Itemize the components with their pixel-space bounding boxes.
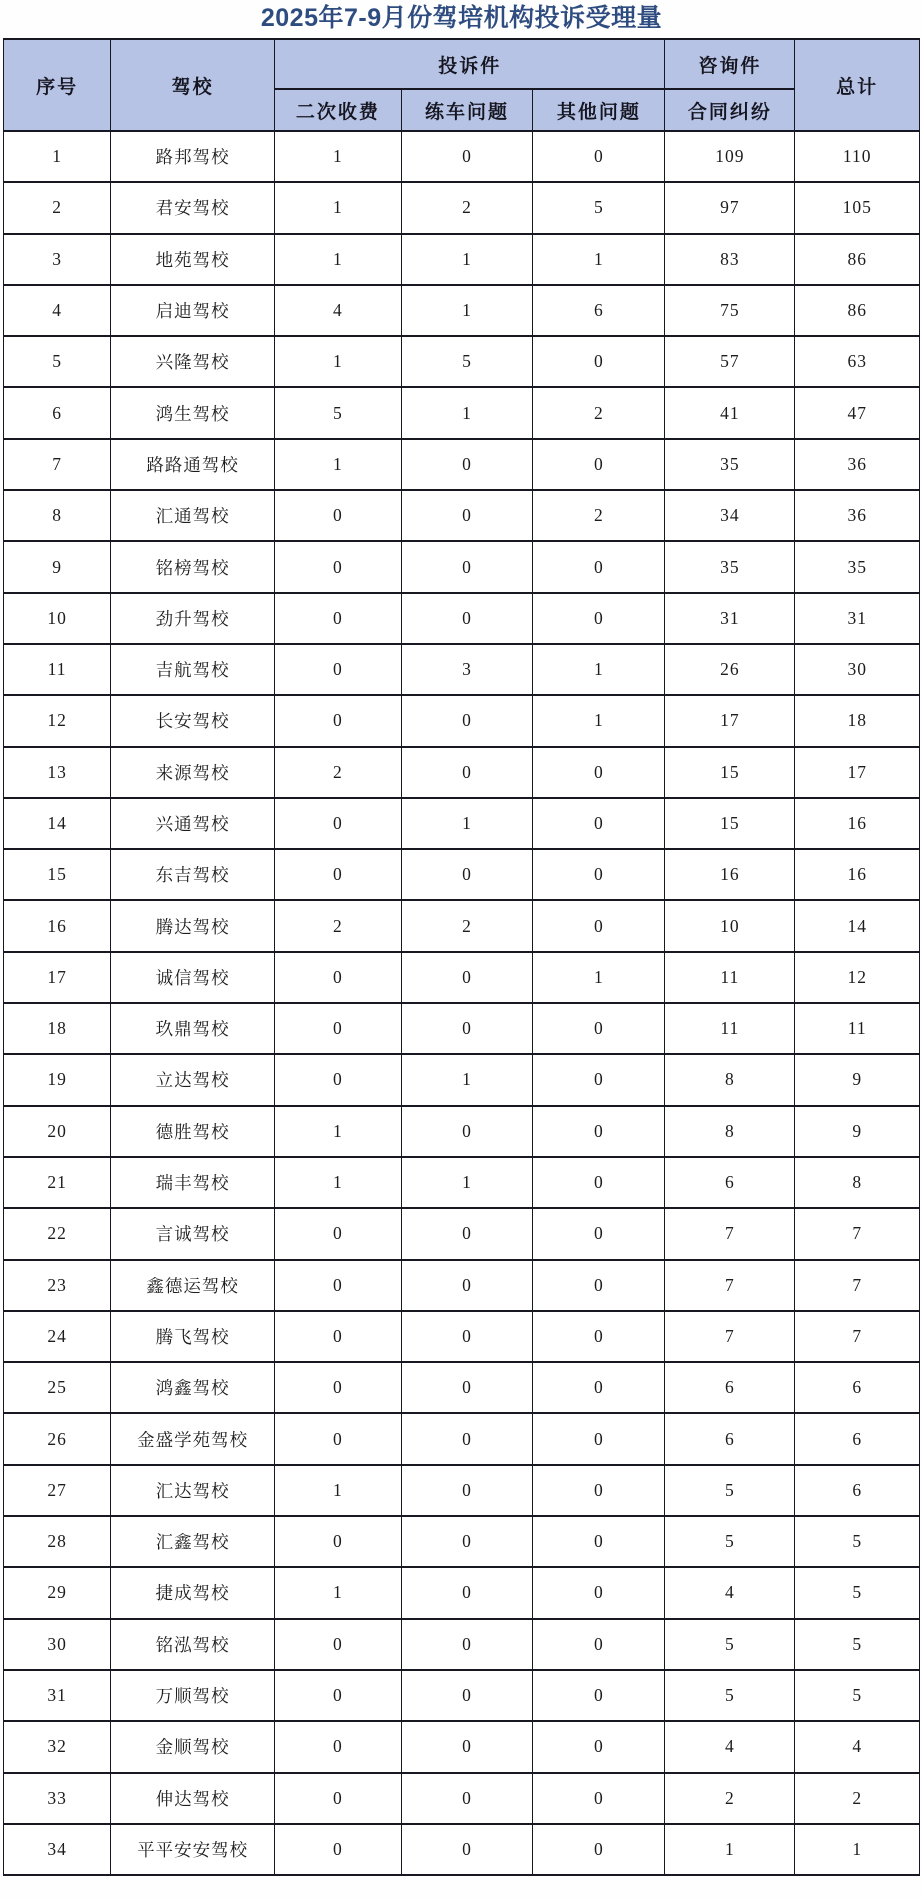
other-issue-cell: 0 — [533, 1516, 665, 1567]
table-row — [4, 1465, 920, 1516]
total-cell: 47 — [795, 387, 920, 438]
contract-dispute-cell: 6 — [665, 1362, 795, 1413]
secondary-fee-cell: 0 — [275, 1311, 401, 1362]
other-issue-cell: 0 — [533, 1208, 665, 1259]
row-index-cell: 23 — [4, 1260, 111, 1311]
table-row — [4, 1824, 920, 1875]
other-issue-cell: 0 — [533, 900, 665, 951]
practice-issue-cell: 1 — [401, 285, 533, 336]
school-name-cell: 汇鑫驾校 — [111, 1516, 275, 1567]
secondary-fee-cell: 0 — [275, 1721, 401, 1772]
secondary-fee-cell: 0 — [275, 952, 401, 1003]
practice-issue-cell: 1 — [401, 387, 533, 438]
total-cell: 36 — [795, 439, 920, 490]
school-name-cell: 金顺驾校 — [111, 1721, 275, 1772]
total-cell: 86 — [795, 285, 920, 336]
other-issue-cell: 0 — [533, 336, 665, 387]
table-row — [4, 900, 920, 951]
table-row — [4, 1003, 920, 1054]
contract-dispute-cell: 41 — [665, 387, 795, 438]
row-index-cell: 21 — [4, 1157, 111, 1208]
practice-issue-cell: 0 — [401, 952, 533, 1003]
practice-issue-cell: 2 — [401, 182, 533, 233]
practice-issue-cell: 0 — [401, 1773, 533, 1824]
table-row — [4, 1311, 920, 1362]
other-issue-cell: 0 — [533, 1773, 665, 1824]
header-complaints-group: 投诉件 — [275, 39, 665, 89]
secondary-fee-cell: 0 — [275, 1003, 401, 1054]
total-cell: 30 — [795, 644, 920, 695]
total-cell: 6 — [795, 1362, 920, 1413]
secondary-fee-cell: 0 — [275, 1362, 401, 1413]
table-row — [4, 695, 920, 746]
other-issue-cell: 0 — [533, 1824, 665, 1875]
secondary-fee-cell: 0 — [275, 1413, 401, 1464]
other-issue-cell: 0 — [533, 1670, 665, 1721]
secondary-fee-cell: 1 — [275, 1157, 401, 1208]
practice-issue-cell: 0 — [401, 1003, 533, 1054]
school-name-cell: 地苑驾校 — [111, 234, 275, 285]
table-row — [4, 285, 920, 336]
contract-dispute-cell: 31 — [665, 593, 795, 644]
school-name-cell: 金盛学苑驾校 — [111, 1413, 275, 1464]
secondary-fee-cell: 0 — [275, 1670, 401, 1721]
other-issue-cell: 5 — [533, 182, 665, 233]
row-index-cell: 34 — [4, 1824, 111, 1875]
practice-issue-cell: 1 — [401, 1054, 533, 1105]
table-row — [4, 849, 920, 900]
row-index-cell: 25 — [4, 1362, 111, 1413]
total-cell: 6 — [795, 1413, 920, 1464]
practice-issue-cell: 0 — [401, 1721, 533, 1772]
row-index-cell: 6 — [4, 387, 111, 438]
table-row — [4, 1567, 920, 1618]
page-title: 2025年7-9月份驾培机构投诉受理量 — [260, 4, 663, 32]
practice-issue-cell: 0 — [401, 1106, 533, 1157]
table-row — [4, 798, 920, 849]
secondary-fee-cell: 0 — [275, 593, 401, 644]
secondary-fee-cell: 5 — [275, 387, 401, 438]
secondary-fee-cell: 2 — [275, 900, 401, 951]
practice-issue-cell: 0 — [401, 1516, 533, 1567]
contract-dispute-cell: 17 — [665, 695, 795, 746]
secondary-fee-cell: 0 — [275, 1824, 401, 1875]
other-issue-cell: 0 — [533, 798, 665, 849]
secondary-fee-cell: 0 — [275, 695, 401, 746]
other-issue-cell: 0 — [533, 1465, 665, 1516]
school-name-cell: 兴隆驾校 — [111, 336, 275, 387]
contract-dispute-cell: 34 — [665, 490, 795, 541]
secondary-fee-cell: 0 — [275, 1773, 401, 1824]
contract-dispute-cell: 1 — [665, 1824, 795, 1875]
other-issue-cell: 0 — [533, 1362, 665, 1413]
practice-issue-cell: 0 — [401, 1311, 533, 1362]
contract-dispute-cell: 83 — [665, 234, 795, 285]
secondary-fee-cell: 0 — [275, 849, 401, 900]
secondary-fee-cell: 0 — [275, 1619, 401, 1670]
practice-issue-cell: 0 — [401, 849, 533, 900]
row-index-cell: 30 — [4, 1619, 111, 1670]
header-school: 驾校 — [111, 39, 275, 131]
total-cell: 5 — [795, 1619, 920, 1670]
header-total: 总计 — [795, 39, 920, 131]
row-index-cell: 27 — [4, 1465, 111, 1516]
other-issue-cell: 0 — [533, 1157, 665, 1208]
total-cell: 7 — [795, 1260, 920, 1311]
total-cell: 36 — [795, 490, 920, 541]
contract-dispute-cell: 26 — [665, 644, 795, 695]
secondary-fee-cell: 0 — [275, 644, 401, 695]
practice-issue-cell: 1 — [401, 1157, 533, 1208]
practice-issue-cell: 0 — [401, 1824, 533, 1875]
other-issue-cell: 6 — [533, 285, 665, 336]
practice-issue-cell: 3 — [401, 644, 533, 695]
contract-dispute-cell: 4 — [665, 1721, 795, 1772]
table-row — [4, 234, 920, 285]
practice-issue-cell: 0 — [401, 439, 533, 490]
other-issue-cell: 0 — [533, 849, 665, 900]
practice-issue-cell: 0 — [401, 1567, 533, 1618]
row-index-cell: 8 — [4, 490, 111, 541]
school-name-cell: 兴通驾校 — [111, 798, 275, 849]
school-name-cell: 铭榜驾校 — [111, 541, 275, 592]
school-name-cell: 汇通驾校 — [111, 490, 275, 541]
contract-dispute-cell: 5 — [665, 1619, 795, 1670]
secondary-fee-cell: 1 — [275, 131, 401, 182]
total-cell: 35 — [795, 541, 920, 592]
contract-dispute-cell: 6 — [665, 1157, 795, 1208]
other-issue-cell: 0 — [533, 1311, 665, 1362]
table-row — [4, 1413, 920, 1464]
row-index-cell: 17 — [4, 952, 111, 1003]
row-index-cell: 7 — [4, 439, 111, 490]
row-index-cell: 13 — [4, 747, 111, 798]
table-row — [4, 1721, 920, 1772]
header-secondary-fee: 二次收费 — [275, 89, 401, 131]
table-row — [4, 952, 920, 1003]
row-index-cell: 18 — [4, 1003, 111, 1054]
practice-issue-cell: 0 — [401, 1362, 533, 1413]
table-row — [4, 439, 920, 490]
secondary-fee-cell: 4 — [275, 285, 401, 336]
total-cell: 9 — [795, 1054, 920, 1105]
secondary-fee-cell: 1 — [275, 439, 401, 490]
contract-dispute-cell: 7 — [665, 1208, 795, 1259]
other-issue-cell: 1 — [533, 644, 665, 695]
secondary-fee-cell: 0 — [275, 1260, 401, 1311]
row-index-cell: 16 — [4, 900, 111, 951]
contract-dispute-cell: 5 — [665, 1516, 795, 1567]
row-index-cell: 31 — [4, 1670, 111, 1721]
school-name-cell: 劲升驾校 — [111, 593, 275, 644]
contract-dispute-cell: 10 — [665, 900, 795, 951]
other-issue-cell: 2 — [533, 490, 665, 541]
row-index-cell: 19 — [4, 1054, 111, 1105]
table-row — [4, 387, 920, 438]
school-name-cell: 玖鼎驾校 — [111, 1003, 275, 1054]
contract-dispute-cell: 7 — [665, 1260, 795, 1311]
table-row — [4, 1670, 920, 1721]
row-index-cell: 29 — [4, 1567, 111, 1618]
row-index-cell: 14 — [4, 798, 111, 849]
row-index-cell: 20 — [4, 1106, 111, 1157]
school-name-cell: 捷成驾校 — [111, 1567, 275, 1618]
contract-dispute-cell: 7 — [665, 1311, 795, 1362]
table-body — [4, 131, 920, 1875]
other-issue-cell: 0 — [533, 439, 665, 490]
school-name-cell: 长安驾校 — [111, 695, 275, 746]
other-issue-cell: 0 — [533, 131, 665, 182]
total-cell: 2 — [795, 1773, 920, 1824]
secondary-fee-cell: 0 — [275, 490, 401, 541]
total-cell: 105 — [795, 182, 920, 233]
contract-dispute-cell: 15 — [665, 798, 795, 849]
practice-issue-cell: 2 — [401, 900, 533, 951]
table-row — [4, 1157, 920, 1208]
total-cell: 8 — [795, 1157, 920, 1208]
contract-dispute-cell: 97 — [665, 182, 795, 233]
total-cell: 86 — [795, 234, 920, 285]
row-index-cell: 1 — [4, 131, 111, 182]
row-index-cell: 10 — [4, 593, 111, 644]
row-index-cell: 3 — [4, 234, 111, 285]
contract-dispute-cell: 35 — [665, 439, 795, 490]
school-name-cell: 鸿鑫驾校 — [111, 1362, 275, 1413]
contract-dispute-cell: 4 — [665, 1567, 795, 1618]
contract-dispute-cell: 16 — [665, 849, 795, 900]
total-cell: 16 — [795, 798, 920, 849]
school-name-cell: 启迪驾校 — [111, 285, 275, 336]
total-cell: 17 — [795, 747, 920, 798]
secondary-fee-cell: 0 — [275, 1516, 401, 1567]
total-cell: 1 — [795, 1824, 920, 1875]
contract-dispute-cell: 11 — [665, 952, 795, 1003]
total-cell: 63 — [795, 336, 920, 387]
practice-issue-cell: 0 — [401, 1413, 533, 1464]
header-consultations-group: 咨询件 — [665, 39, 795, 89]
practice-issue-cell: 0 — [401, 490, 533, 541]
header-other-issue: 其他问题 — [533, 89, 665, 131]
contract-dispute-cell: 2 — [665, 1773, 795, 1824]
school-name-cell: 伸达驾校 — [111, 1773, 275, 1824]
other-issue-cell: 0 — [533, 541, 665, 592]
row-index-cell: 11 — [4, 644, 111, 695]
total-cell: 7 — [795, 1311, 920, 1362]
table-row — [4, 1208, 920, 1259]
contract-dispute-cell: 11 — [665, 1003, 795, 1054]
total-cell: 31 — [795, 593, 920, 644]
secondary-fee-cell: 1 — [275, 1106, 401, 1157]
row-index-cell: 4 — [4, 285, 111, 336]
row-index-cell: 15 — [4, 849, 111, 900]
practice-issue-cell: 0 — [401, 1670, 533, 1721]
total-cell: 12 — [795, 952, 920, 1003]
other-issue-cell: 1 — [533, 695, 665, 746]
practice-issue-cell: 1 — [401, 234, 533, 285]
contract-dispute-cell: 5 — [665, 1670, 795, 1721]
secondary-fee-cell: 2 — [275, 747, 401, 798]
table-row — [4, 541, 920, 592]
row-index-cell: 26 — [4, 1413, 111, 1464]
practice-issue-cell: 0 — [401, 541, 533, 592]
other-issue-cell: 0 — [533, 1003, 665, 1054]
school-name-cell: 路邦驾校 — [111, 131, 275, 182]
total-cell: 5 — [795, 1670, 920, 1721]
school-name-cell: 瑞丰驾校 — [111, 1157, 275, 1208]
contract-dispute-cell: 6 — [665, 1413, 795, 1464]
total-cell: 110 — [795, 131, 920, 182]
table-row — [4, 182, 920, 233]
other-issue-cell: 0 — [533, 1567, 665, 1618]
other-issue-cell: 1 — [533, 952, 665, 1003]
total-cell: 5 — [795, 1567, 920, 1618]
school-name-cell: 路路通驾校 — [111, 439, 275, 490]
practice-issue-cell: 0 — [401, 1465, 533, 1516]
other-issue-cell: 0 — [533, 1054, 665, 1105]
practice-issue-cell: 0 — [401, 593, 533, 644]
table-row — [4, 1516, 920, 1567]
school-name-cell: 平平安安驾校 — [111, 1824, 275, 1875]
contract-dispute-cell: 8 — [665, 1106, 795, 1157]
secondary-fee-cell: 0 — [275, 1208, 401, 1259]
other-issue-cell: 2 — [533, 387, 665, 438]
row-index-cell: 5 — [4, 336, 111, 387]
contract-dispute-cell: 109 — [665, 131, 795, 182]
practice-issue-cell: 0 — [401, 1619, 533, 1670]
table-row — [4, 131, 920, 182]
table-row — [4, 1054, 920, 1105]
school-name-cell: 腾达驾校 — [111, 900, 275, 951]
other-issue-cell: 0 — [533, 1260, 665, 1311]
school-name-cell: 来源驾校 — [111, 747, 275, 798]
total-cell: 6 — [795, 1465, 920, 1516]
total-cell: 18 — [795, 695, 920, 746]
contract-dispute-cell: 15 — [665, 747, 795, 798]
row-index-cell: 22 — [4, 1208, 111, 1259]
header-index: 序号 — [4, 39, 111, 131]
secondary-fee-cell: 0 — [275, 541, 401, 592]
contract-dispute-cell: 8 — [665, 1054, 795, 1105]
row-index-cell: 2 — [4, 182, 111, 233]
practice-issue-cell: 0 — [401, 131, 533, 182]
table-row — [4, 747, 920, 798]
header-practice-issue: 练车问题 — [401, 89, 533, 131]
row-index-cell: 33 — [4, 1773, 111, 1824]
school-name-cell: 万顺驾校 — [111, 1670, 275, 1721]
secondary-fee-cell: 1 — [275, 1567, 401, 1618]
practice-issue-cell: 1 — [401, 798, 533, 849]
contract-dispute-cell: 5 — [665, 1465, 795, 1516]
school-name-cell: 吉航驾校 — [111, 644, 275, 695]
total-cell: 9 — [795, 1106, 920, 1157]
table-row — [4, 1260, 920, 1311]
practice-issue-cell: 0 — [401, 1208, 533, 1259]
secondary-fee-cell: 0 — [275, 798, 401, 849]
practice-issue-cell: 5 — [401, 336, 533, 387]
total-cell: 4 — [795, 1721, 920, 1772]
secondary-fee-cell: 1 — [275, 182, 401, 233]
other-issue-cell: 0 — [533, 1721, 665, 1772]
row-index-cell: 24 — [4, 1311, 111, 1362]
total-cell: 16 — [795, 849, 920, 900]
school-name-cell: 德胜驾校 — [111, 1106, 275, 1157]
table-header — [4, 39, 920, 131]
school-name-cell: 腾飞驾校 — [111, 1311, 275, 1362]
contract-dispute-cell: 57 — [665, 336, 795, 387]
other-issue-cell: 1 — [533, 234, 665, 285]
secondary-fee-cell: 1 — [275, 234, 401, 285]
secondary-fee-cell: 1 — [275, 1465, 401, 1516]
total-cell: 5 — [795, 1516, 920, 1567]
table-row — [4, 1362, 920, 1413]
school-name-cell: 鑫德运驾校 — [111, 1260, 275, 1311]
table-row — [4, 593, 920, 644]
practice-issue-cell: 0 — [401, 1260, 533, 1311]
table-row — [4, 336, 920, 387]
school-name-cell: 东吉驾校 — [111, 849, 275, 900]
table-row — [4, 1619, 920, 1670]
contract-dispute-cell: 75 — [665, 285, 795, 336]
other-issue-cell: 0 — [533, 1413, 665, 1464]
row-index-cell: 28 — [4, 1516, 111, 1567]
total-cell: 11 — [795, 1003, 920, 1054]
other-issue-cell: 0 — [533, 593, 665, 644]
school-name-cell: 诚信驾校 — [111, 952, 275, 1003]
table-row — [4, 644, 920, 695]
complaints-table — [3, 38, 920, 1876]
other-issue-cell: 0 — [533, 747, 665, 798]
row-index-cell: 12 — [4, 695, 111, 746]
school-name-cell: 言诚驾校 — [111, 1208, 275, 1259]
school-name-cell: 君安驾校 — [111, 182, 275, 233]
row-index-cell: 32 — [4, 1721, 111, 1772]
school-name-cell: 铭泓驾校 — [111, 1619, 275, 1670]
secondary-fee-cell: 0 — [275, 1054, 401, 1105]
table-row — [4, 1773, 920, 1824]
other-issue-cell: 0 — [533, 1106, 665, 1157]
school-name-cell: 鸿生驾校 — [111, 387, 275, 438]
row-index-cell: 9 — [4, 541, 111, 592]
header-contract-dispute: 合同纠纷 — [665, 89, 795, 131]
total-cell: 7 — [795, 1208, 920, 1259]
table-row — [4, 490, 920, 541]
secondary-fee-cell: 1 — [275, 336, 401, 387]
contract-dispute-cell: 35 — [665, 541, 795, 592]
practice-issue-cell: 0 — [401, 695, 533, 746]
school-name-cell: 立达驾校 — [111, 1054, 275, 1105]
total-cell: 14 — [795, 900, 920, 951]
other-issue-cell: 0 — [533, 1619, 665, 1670]
practice-issue-cell: 0 — [401, 747, 533, 798]
school-name-cell: 汇达驾校 — [111, 1465, 275, 1516]
table-row — [4, 1106, 920, 1157]
